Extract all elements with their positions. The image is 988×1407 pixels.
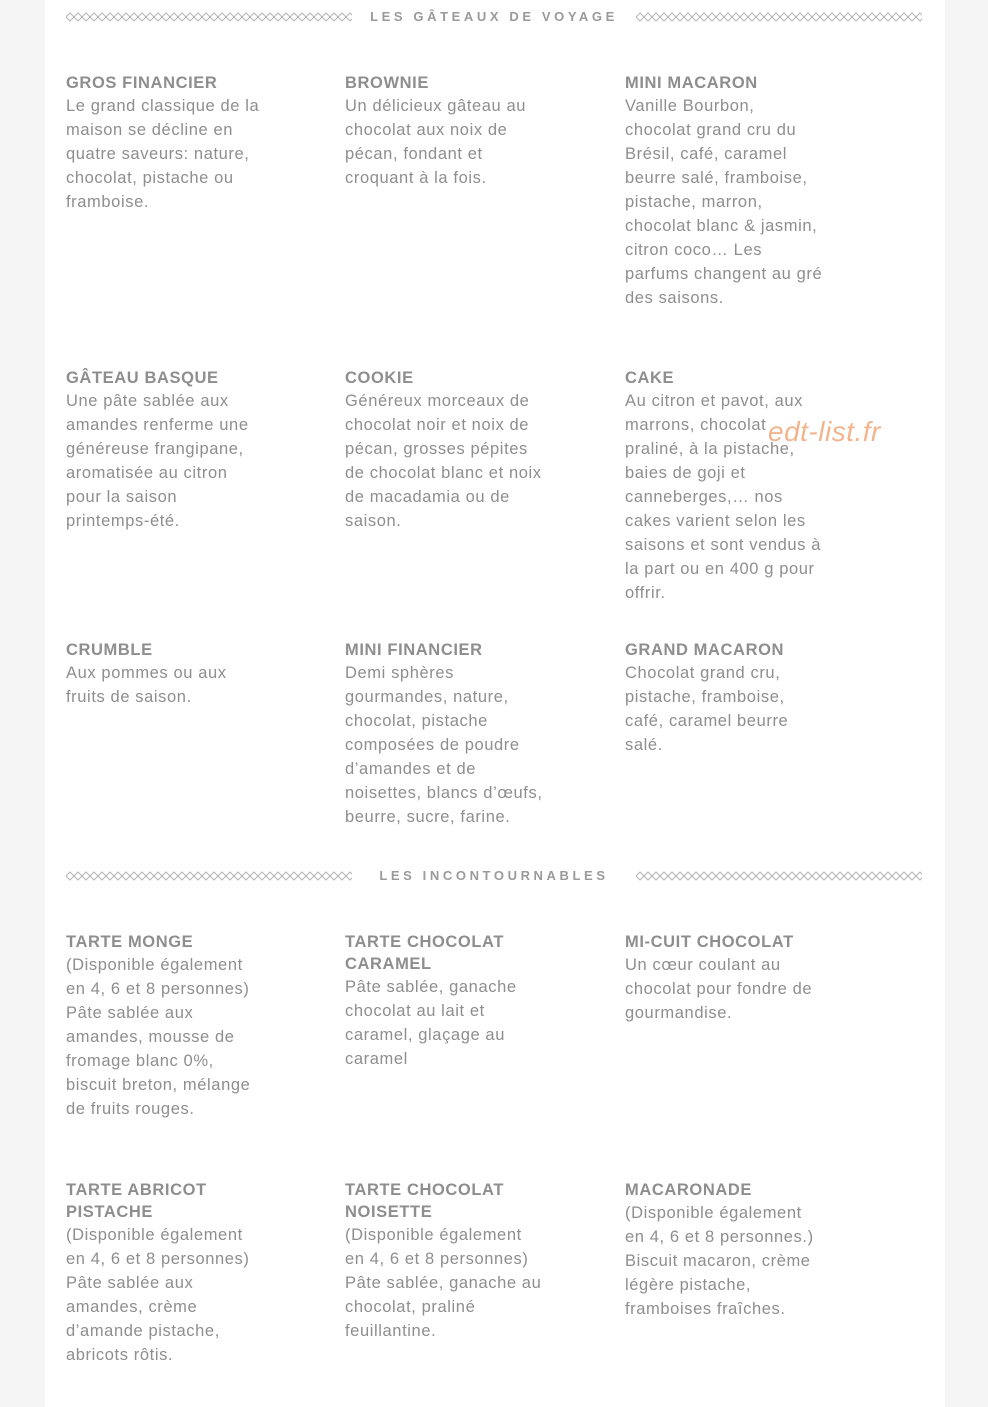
menu-item bbox=[345, 639, 545, 829]
zigzag-ornament-right bbox=[636, 12, 922, 22]
section-divider-incontournables bbox=[66, 866, 922, 886]
item-description: Un cœur coulant au chocolat pour fondre de gourmandise. bbox=[625, 956, 813, 1022]
section-divider-voyage bbox=[66, 7, 922, 27]
menu-item bbox=[625, 639, 825, 757]
item-description: (Disponible également en 4, 6 et 8 personnes) Pâte sablée aux amandes, mousse de fromage blanc 0%, biscuit breton, mélange de fruits rouges. bbox=[66, 956, 251, 1118]
zigzag-ornament-right bbox=[636, 871, 922, 881]
section-heading-voyage: LES GÂTEAUX DE VOYAGE bbox=[370, 9, 618, 24]
zigzag-stroke bbox=[636, 876, 922, 880]
menu-item bbox=[625, 1179, 825, 1321]
item-description: Au citron et pavot, aux marrons, chocolat praliné, à la pistache, baies de goji et canneberges,… nos cakes varient selon les saisons et sont vendus à la part ou en 400 g pour offrir. bbox=[625, 392, 822, 602]
item-title: CAKE bbox=[625, 369, 675, 387]
item-title: MINI FINANCIER bbox=[345, 641, 483, 659]
menu-item bbox=[66, 639, 266, 709]
item-title: TARTE CHOCOLAT NOISETTE bbox=[345, 1181, 505, 1221]
item-title: TARTE ABRICOT PISTACHE bbox=[66, 1181, 207, 1221]
zigzag-stroke bbox=[636, 13, 922, 17]
item-title: COOKIE bbox=[345, 369, 414, 387]
menu-item bbox=[66, 1179, 266, 1367]
item-title: GÂTEAU BASQUE bbox=[66, 369, 219, 387]
item-description: Un délicieux gâteau au chocolat aux noix de pécan, fondant et croquant à la fois. bbox=[345, 97, 527, 187]
menu-page bbox=[45, 0, 945, 1407]
menu-item bbox=[625, 72, 825, 310]
item-title: MINI MACARON bbox=[625, 74, 758, 92]
item-description: Généreux morceaux de chocolat noir et noix de pécan, grosses pépites de chocolat blanc et noix de macadamia ou de saison. bbox=[345, 392, 542, 530]
item-title: GROS FINANCIER bbox=[66, 74, 218, 92]
item-description: Une pâte sablée aux amandes renferme une généreuse frangipane, aromatisée au citron pour la saison printemps-été. bbox=[66, 392, 249, 530]
menu-item bbox=[66, 72, 266, 214]
item-description: Chocolat grand cru, pistache, framboise, café, caramel beurre salé. bbox=[625, 664, 789, 754]
item-title: GRAND MACARON bbox=[625, 641, 785, 659]
item-description: (Disponible également en 4, 6 et 8 personnes) Pâte sablée, ganache au chocolat, praliné feuillantine. bbox=[345, 1226, 542, 1340]
item-description: Aux pommes ou aux fruits de saison. bbox=[66, 664, 227, 706]
item-description: Pâte sablée, ganache chocolat au lait et caramel, glaçage au caramel bbox=[345, 978, 517, 1068]
zigzag-stroke bbox=[636, 17, 922, 21]
menu-item bbox=[625, 367, 825, 605]
item-description: (Disponible également en 4, 6 et 8 personnes.) Biscuit macaron, crème légère pistache, framboises fraîches. bbox=[625, 1204, 814, 1318]
zigzag-stroke bbox=[636, 872, 922, 876]
item-title: TARTE MONGE bbox=[66, 933, 194, 951]
item-title: MACARONADE bbox=[625, 1181, 752, 1199]
section-heading-incontournables: LES INCONTOURNABLES bbox=[379, 868, 609, 883]
menu-item bbox=[625, 931, 825, 1025]
item-title: MI-CUIT CHOCOLAT bbox=[625, 933, 794, 951]
item-title: CRUMBLE bbox=[66, 641, 153, 659]
item-description: Vanille Bourbon, chocolat grand cru du Brésil, café, caramel beurre salé, framboise, pistache, marron, chocolat blanc & jasmin, citron coco… Les parfums changent au gré des saisons. bbox=[625, 97, 823, 307]
item-description: Le grand classique de la maison se décline en quatre saveurs: nature, chocolat, pistache ou framboise. bbox=[66, 97, 260, 211]
watermark-text: edt-list.fr bbox=[768, 416, 881, 447]
item-description: Demi sphères gourmandes, nature, chocolat, pistache composées de poudre d’amandes et de noisettes, blancs d’œufs, beurre, sucre, farine. bbox=[345, 664, 543, 826]
menu-item bbox=[345, 931, 545, 1071]
menu-item bbox=[345, 367, 545, 533]
menu-item bbox=[345, 72, 545, 190]
item-description: (Disponible également en 4, 6 et 8 personnes) Pâte sablée aux amandes, crème d’amande pistache, abricots rôtis. bbox=[66, 1226, 250, 1364]
item-title: TARTE CHOCOLAT CARAMEL bbox=[345, 933, 505, 973]
menu-item bbox=[66, 931, 266, 1121]
menu-item bbox=[345, 1179, 545, 1343]
item-title: BROWNIE bbox=[345, 74, 429, 92]
menu-item bbox=[66, 367, 266, 533]
